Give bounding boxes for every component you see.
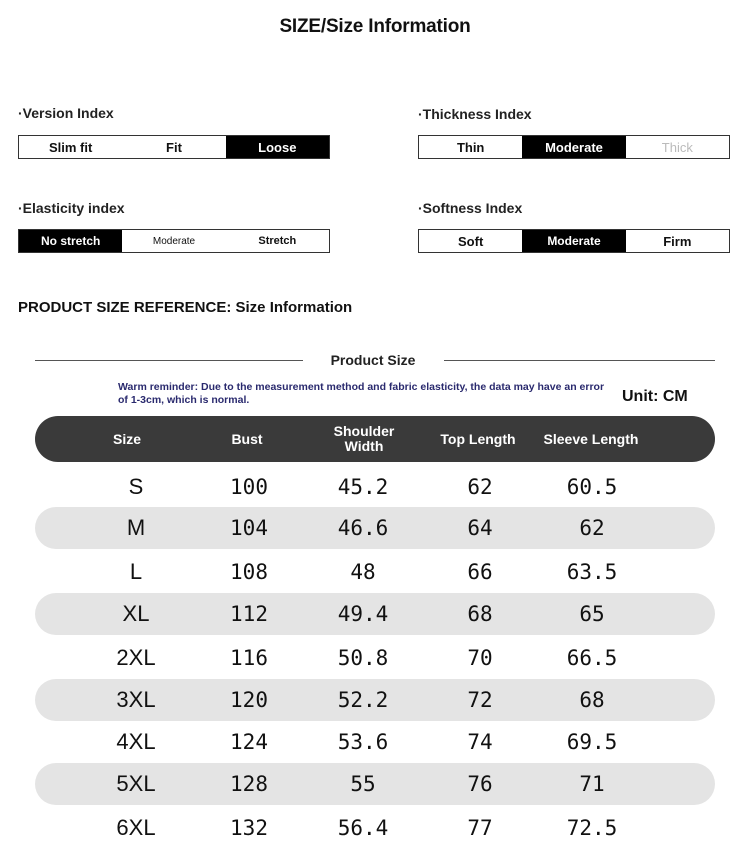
cell-top-length: 64 (467, 516, 493, 540)
softness-option-moderate: Moderate (522, 230, 625, 252)
cell-top-length: 72 (467, 688, 493, 712)
cell-sleeve-length: 62 (579, 516, 605, 540)
softness-option-firm: Firm (663, 233, 692, 249)
elasticity-index-label: ·Elasticity index (18, 200, 125, 216)
cell-sleeve-length: 71 (579, 772, 605, 796)
thickness-index-label: ·Thickness Index (418, 106, 532, 122)
cell-top-length: 68 (467, 602, 493, 626)
cell-top-length: 76 (467, 772, 493, 796)
elasticity-option-stretch: Stretch (258, 235, 297, 247)
cell-size: 6XL (116, 815, 156, 840)
cell-shoulder-width: 46.6 (337, 516, 389, 540)
cell-shoulder-width: 48 (350, 560, 376, 584)
cell-bust: 104 (230, 516, 268, 540)
cell-shoulder-width: 53.6 (337, 730, 389, 754)
cell-size: 3XL (116, 687, 156, 712)
header-size: Size (112, 430, 141, 447)
version-option-loose: Loose (226, 136, 329, 158)
cell-bust: 116 (230, 646, 268, 670)
cell-top-length: 70 (467, 646, 493, 670)
table-row (0, 721, 750, 763)
header-bust: Bust (231, 430, 263, 447)
product-size-title: Product Size (330, 352, 416, 368)
cell-size: 5XL (116, 771, 156, 796)
cell-size: XL (122, 601, 150, 626)
table-row (0, 593, 750, 635)
cell-bust: 108 (230, 560, 268, 584)
cell-sleeve-length: 68 (579, 688, 605, 712)
cell-shoulder-width: 52.2 (337, 688, 389, 712)
softness-index-label: ·Softness Index (418, 200, 523, 216)
table-row (0, 507, 750, 549)
unit-label: Unit: CM (622, 388, 688, 405)
version-index-scale (18, 135, 330, 159)
cell-bust: 112 (230, 602, 268, 626)
cell-bust: 100 (230, 475, 268, 499)
table-row (0, 466, 750, 508)
divider-right (444, 360, 715, 361)
cell-size: L (129, 559, 143, 584)
header-top-length: Top Length (440, 430, 516, 447)
header-sleeve-length: Sleeve Length (543, 430, 639, 447)
cell-shoulder-width: 45.2 (337, 475, 389, 499)
thickness-option-moderate: Moderate (522, 136, 625, 158)
cell-shoulder-width: 56.4 (337, 816, 389, 840)
softness-option-soft: Soft (458, 233, 484, 249)
cell-sleeve-length: 65 (579, 602, 605, 626)
cell-bust: 128 (230, 772, 268, 796)
table-row (0, 807, 750, 849)
table-row (0, 679, 750, 721)
cell-shoulder-width: 49.4 (337, 602, 389, 626)
cell-shoulder-width: 55 (350, 772, 376, 796)
cell-sleeve-length: 63.5 (566, 560, 618, 584)
cell-bust: 124 (230, 730, 268, 754)
cell-size: M (126, 515, 146, 540)
cell-sleeve-length: 66.5 (566, 646, 618, 670)
cell-bust: 132 (230, 816, 268, 840)
page-title: SIZE/Size Information (279, 16, 471, 37)
thickness-index-scale (418, 135, 730, 159)
cell-top-length: 66 (467, 560, 493, 584)
table-row (0, 551, 750, 593)
table-header (35, 416, 715, 462)
cell-sleeve-length: 69.5 (566, 730, 618, 754)
size-reference-title: PRODUCT SIZE REFERENCE: Size Information (18, 299, 353, 316)
thickness-option-thin: Thin (456, 139, 485, 155)
version-option-slim-fit: Slim fit (48, 139, 93, 155)
cell-bust: 120 (230, 688, 268, 712)
divider-left (35, 360, 303, 361)
table-row (0, 763, 750, 805)
softness-index-scale (418, 229, 730, 253)
warm-reminder: Warm reminder: Due to the measurement method and fabric elasticity, the data may have an error of 1-3cm, which is normal. (118, 381, 605, 406)
cell-top-length: 62 (467, 475, 493, 499)
elasticity-option-no-stretch: No stretch (19, 230, 122, 252)
table-row (0, 637, 750, 679)
cell-top-length: 77 (467, 816, 493, 840)
cell-shoulder-width: 50.8 (337, 646, 389, 670)
cell-top-length: 74 (467, 730, 493, 754)
cell-size: S (128, 474, 144, 499)
thickness-option-thick: Thick (661, 139, 693, 155)
elasticity-index-scale (18, 229, 330, 253)
cell-sleeve-length: 72.5 (566, 816, 618, 840)
cell-size: 4XL (116, 729, 156, 754)
header-shoulder-width: Shoulder Width (333, 423, 395, 454)
cell-sleeve-length: 60.5 (566, 475, 618, 499)
version-option-fit: Fit (166, 139, 182, 155)
elasticity-option-moderate: Moderate (152, 235, 196, 247)
version-index-label: ·Version Index (18, 105, 114, 121)
cell-size: 2XL (116, 645, 156, 670)
